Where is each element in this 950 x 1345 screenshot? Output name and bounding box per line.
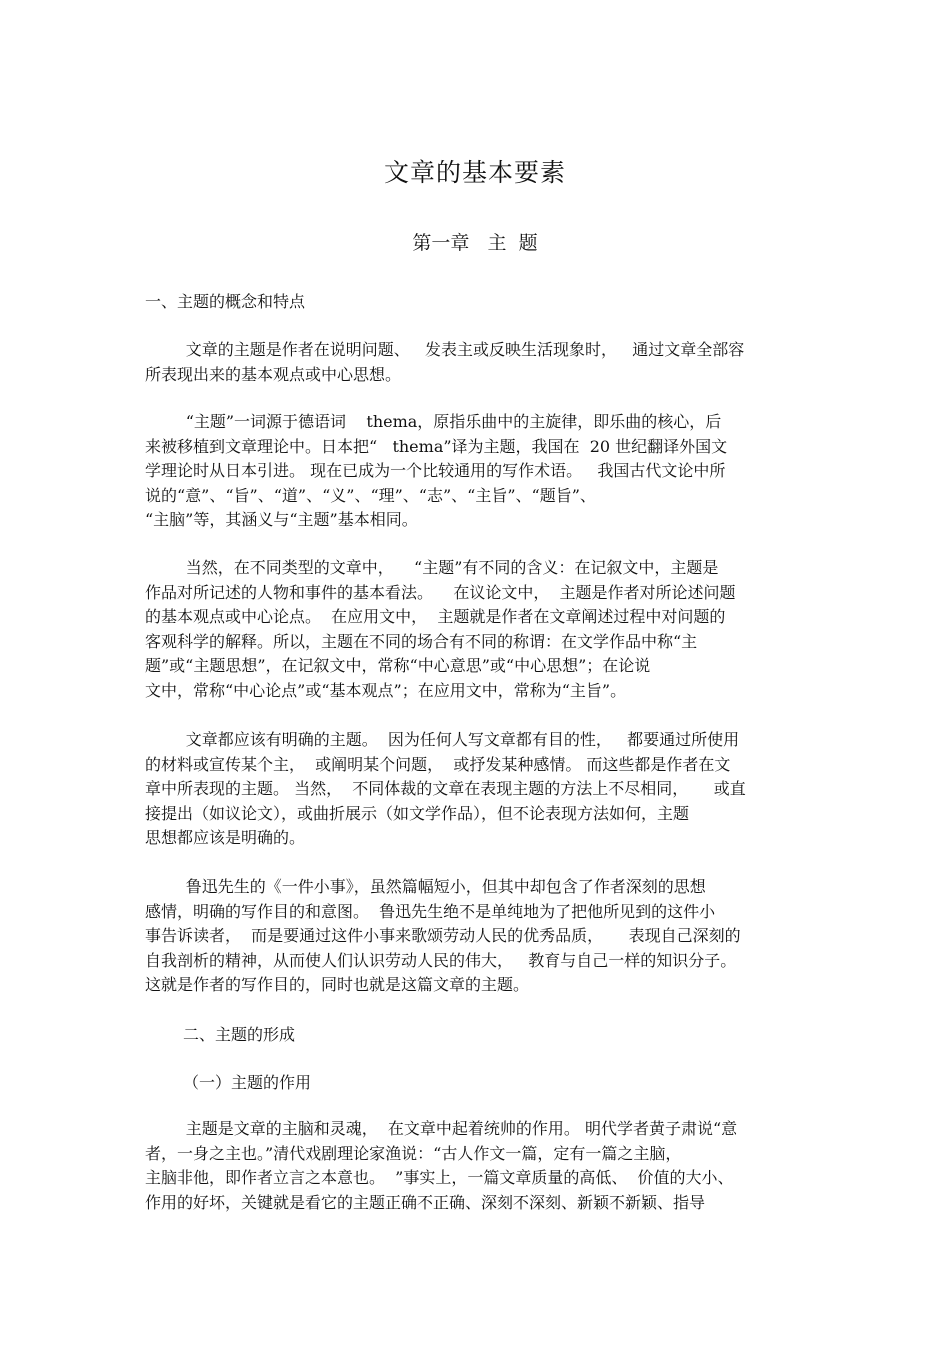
paragraph-line: 思想都应该是明确的。 <box>145 828 306 847</box>
paragraph-line: 接提出（如议论文），或曲折展示（如文学作品），但不论表现方法如何，主题 <box>145 803 690 823</box>
paragraph-line: 鲁迅先生的《一件小事》，虽然篇幅短小，但其中却包含了作者深刻的思想 <box>145 877 706 896</box>
chapter-heading: 第一章 主 题 <box>412 232 538 254</box>
paragraph-line: 所表现出来的基本观点或中心思想。 <box>145 364 402 384</box>
paragraph-line: 题”或“主题思想”，在记叙文中，常称“中心意思”或“中心思想”；在论说 <box>145 656 651 675</box>
paragraph-line: 文章的主题是作者在说明问题、 发表主或反映生活现象时， 通过文章全部容 <box>145 340 745 359</box>
paragraph-definition <box>145 338 810 387</box>
paragraph-role <box>145 1117 810 1215</box>
paragraph-line: 文中，常称“中心论点”或“基本观点”；在应用文中，常称为“主旨”。 <box>145 680 627 700</box>
paragraph-example <box>145 875 810 998</box>
paragraph-clarity <box>145 728 810 851</box>
paragraph-line: 事告诉读者， 而是要通过这件小事来歌颂劳动人民的优秀品质， 表现自己深刻的 <box>145 926 741 945</box>
section-heading-concept: 一、主题的概念和特点 <box>145 292 306 311</box>
paragraph-line: 客观科学的解释。所以，主题在不同的场合有不同的称谓：在文学作品中称“主 <box>145 631 698 651</box>
section-heading-formation: 二、主题的形成 <box>183 1025 296 1044</box>
paragraph-line: 的基本观点或中心论点。 在应用文中， 主题就是作者在文章阐述过程中对问题的 <box>145 607 726 626</box>
paragraph-line: 主题是文章的主脑和灵魂， 在文章中起着统帅的作用。 明代学者黄子肃说“意 <box>145 1119 738 1138</box>
document-title: 文章的基本要素 <box>383 158 566 187</box>
paragraph-meanings <box>145 556 810 703</box>
paragraph-line: “主脑”等，其涵义与“主题”基本相同。 <box>145 510 418 529</box>
subsection-heading-role: （一）主题的作用 <box>183 1073 312 1092</box>
paragraph-line: 作用的好坏，关键就是看它的主题正确不正确、深刻不深刻、新颖不新颖、指导 <box>145 1192 706 1212</box>
paragraph-line: 当然，在不同类型的文章中， “主题”有不同的含义：在记叙文中，主题是 <box>145 558 719 577</box>
paragraph-line: “主题”一词源于德语词 thema，原指乐曲中的主旋律，即乐曲的核心，后 <box>145 412 722 431</box>
paragraph-line: 来被移植到文章理论中。日本把“ thema”译为主题，我国在 20 世纪翻译外国文 <box>145 436 728 456</box>
paragraph-line: 者，一身之主也。”清代戏剧理论家渔说：“古人作文一篇，定有一篇之主脑， <box>145 1143 682 1163</box>
paragraph-line: 文章都应该有明确的主题。 因为任何人写文章都有目的性， 都要通过所使用 <box>145 730 740 749</box>
paragraph-line: 说的“意”、“旨”、“道”、“义”、“理”、“志”、“主旨”、“题旨”、 <box>145 485 596 505</box>
paragraph-line: 自我剖析的精神，从而使人们认识劳动人民的伟大， 教育与自己一样的知识分子。 <box>145 950 737 970</box>
paragraph-line: 感情，明确的写作目的和意图。 鲁迅先生绝不是单纯地为了把他所见到的这件小 <box>145 901 716 921</box>
paragraph-line: 的材料或宣传某个主， 或阐明某个问题， 或抒发某种感情。 而这些都是作者在文 <box>145 754 731 774</box>
paragraph-etymology <box>145 410 810 533</box>
paragraph-line: 这就是作者的写作目的，同时也就是这篇文章的主题。 <box>145 975 530 994</box>
paragraph-line: 章中所表现的主题。 当然， 不同体裁的文章在表现主题的方法上不尽相同， 或直 <box>145 779 746 798</box>
paragraph-line: 主脑非他，即作者立言之本意也。 ”事实上，一篇文章质量的高低、 价值的大小、 <box>145 1168 734 1187</box>
paragraph-line: 学理论时从日本引进。 现在已成为一个比较通用的写作术语。 我国古代文论中所 <box>145 461 726 480</box>
paragraph-line: 作品对所记述的人物和事件的基本看法。 在议论文中， 主题是作者对所论述问题 <box>145 582 736 602</box>
